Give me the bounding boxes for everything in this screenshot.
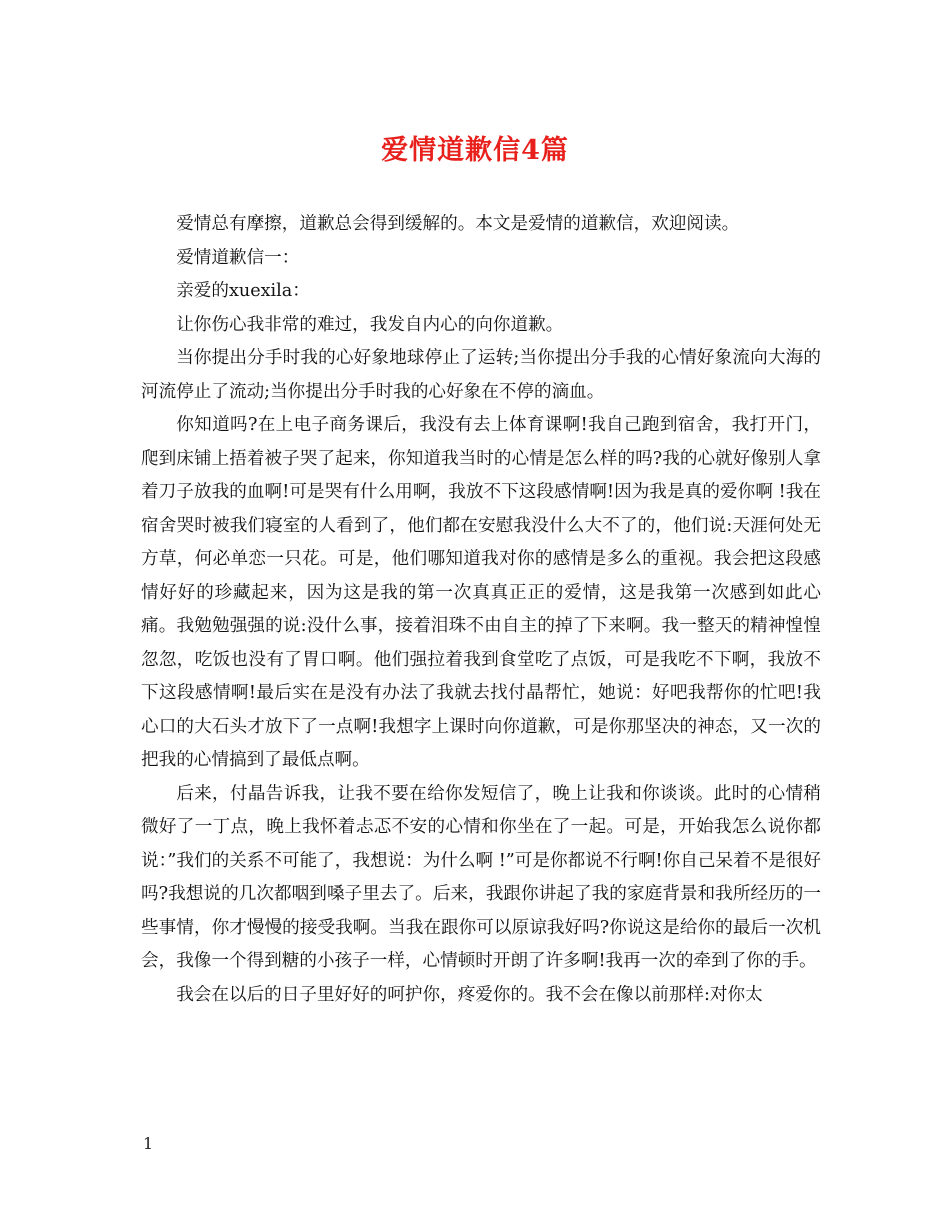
paragraph-heading-letter-one: 爱情道歉信一： xyxy=(176,247,300,268)
paragraph-intro: 爱情总有摩擦，道歉总会得到缓解的。本文是爱情的道歉信，欢迎阅读。 xyxy=(176,214,740,234)
paragraph-salutation: 亲爱的xuexila： xyxy=(176,281,310,301)
document-body xyxy=(141,208,821,1012)
document-title: 爱情道歉信4篇 xyxy=(381,135,569,166)
paragraph: 我会在以后的日子里好好的呵护你，疼爱你的。我不会在像以前那样:对你太 xyxy=(176,984,763,1005)
page-number: 1 xyxy=(143,1134,154,1153)
paragraph: 后来，付晶告诉我，让我不要在给你发短信了，晚上让我和你谈谈。此时的心情稍微好了一丁点，晚上我怀着忐忑不安的心情和你坐在了一起。可是，开始我怎么说你都说：”我们的关系不可能了，我想说：为什么啊 !”可是你都说不行啊!你自己呆着不是很好吗?我想说的几次都咽到嗓子里去了。后来，我跟你讲起了我的家庭背景和我所经历的一些事情，你才慢慢的接受我啊。当我在跟你可以原谅我好吗?你说这是给你的最后一次机会，我像一个得到糖的小孩子一样，心情顿时开朗了许多啊!我再一次的牵到了你的手。 xyxy=(141,783,821,971)
paragraph: 你知道吗?在上电子商务课后，我没有去上体育课啊!我自己跑到宿舍，我打开门，爬到床铺上捂着被子哭了起来，你知道我当时的心情是怎么样的吗?我的心就好像别人拿着刀子放我的血啊!可是哭有什么用啊，我放不下这段感情啊!因为我是真的爱你啊 !我在宿舍哭时被我们寝室的人看到了，他们都在安慰我没什么大不了的，他们说:天涯何处无方草，何必单恋一只花。可是，他们哪知道我对你的感情是多么的重视。我会把这段感情好好的珍藏起来，因为这是我的第一次真真正正的爱情，这是我第一次感到如此心痛。我勉勉强强的说:没什么事，接着泪珠不由自主的掉了下来啊。我一整天的精神惶惶忽忽，吃饭也没有了胃口啊。他们强拉着我到食堂吃了点饭，可是我吃不下啊，我放不下这段感情啊!最后实在是没有办法了我就去找付晶帮忙，她说：好吧我帮你的忙吧!我心口的大石头才放下了一点啊!我想字上课时向你道歉，可是你那坚决的神态，又一次的把我的心情搞到了最低点啊。 xyxy=(141,415,821,770)
paragraph: 让你伤心我非常的难过，我发自内心的向你道歉。 xyxy=(176,314,564,335)
paragraph: 当你提出分手时我的心好象地球停止了运转;当你提出分手我的心情好象流向大海的河流停止了流动;当你提出分手时我的心好象在不停的滴血。 xyxy=(141,348,821,402)
